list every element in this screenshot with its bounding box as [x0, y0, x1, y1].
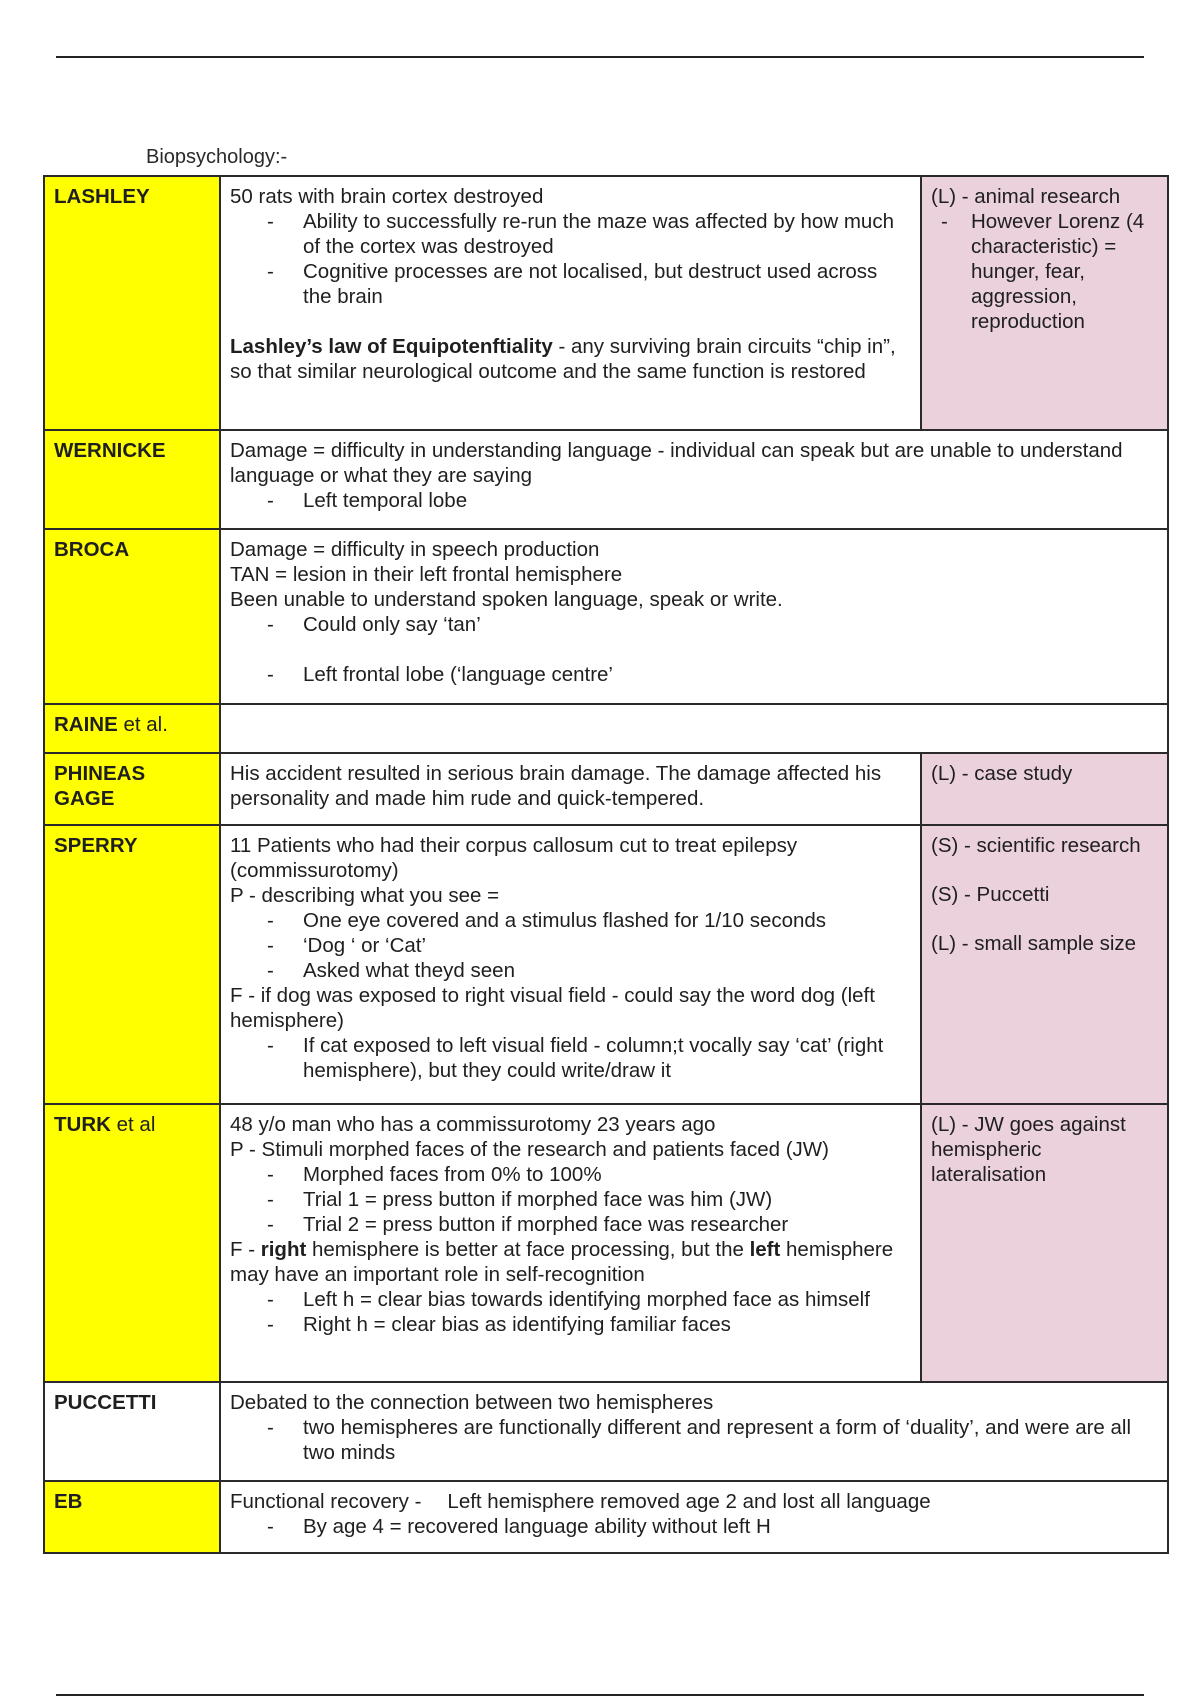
content-puccetti [220, 1382, 1168, 1481]
lashley-law-text: - any surviving brain circuits “chip in”, so that similar neurological outcome and the same function is restored [230, 335, 896, 383]
list-item: - Left frontal lobe (‘language centre’ [230, 662, 1158, 687]
broca-line1: Damage = difficulty in speech production [230, 538, 600, 561]
sperry-bullets [230, 908, 911, 983]
sperry-eval-2: (S) - Puccetti [931, 883, 1050, 906]
list-item: - One eye covered and a stimulus flashed for 1/10 seconds [230, 908, 911, 933]
turk-bullets [230, 1162, 911, 1237]
list-item: - If cat exposed to left visual field - column;t vocally say ‘cat’ (right hemisphere), but they could write/draw it [230, 1033, 911, 1083]
list-item: - Left temporal lobe [230, 488, 1158, 513]
sperry-line1: 11 Patients who had their corpus callosum cut to treat epilepsy (commissurotomy) [230, 834, 798, 882]
list-item: - Trial 1 = press button if morphed face was him (JW) [230, 1187, 911, 1212]
name-raine [44, 704, 220, 753]
list-item: - two hemispheres are functionally different and represent a form of ‘duality’, and were are all two minds [230, 1415, 1158, 1465]
list-item: - However Lorenz (4 characteristic) = hunger, fear, aggression, reproduction [931, 209, 1158, 334]
eval-gage: (L) - case study [921, 753, 1168, 825]
lashley-law [230, 334, 911, 384]
row-turk [44, 1104, 1168, 1382]
row-wernicke [44, 430, 1168, 529]
name-eb: EB [44, 1481, 220, 1553]
content-turk [220, 1104, 921, 1382]
top-rule [56, 56, 1144, 58]
eb-line1a: Functional recovery - [230, 1490, 422, 1513]
lashley-law-title: Lashley’s law of Equipotenftiality [230, 335, 553, 358]
content-wernicke [220, 430, 1168, 529]
list-item: - Cognitive processes are not localised, but destruct used across the brain [230, 259, 911, 309]
list-item: - Asked what theyd seen [230, 958, 911, 983]
wernicke-line1: Damage = difficulty in understanding language - individual can speak but are unable to understand language or what they are saying [230, 439, 1123, 487]
lashley-line1: 50 rats with brain cortex destroyed [230, 185, 544, 208]
turk-f-bold1: right [260, 1238, 307, 1261]
puccetti-line1: Debated to the connection between two hemispheres [230, 1391, 714, 1414]
name-puccetti: PUCCETTI [44, 1382, 220, 1481]
turk-f-mid: hemisphere is better at face processing, but the [306, 1238, 750, 1261]
broca-bullets-2 [230, 662, 1158, 687]
row-broca [44, 529, 1168, 704]
puccetti-bullets [230, 1415, 1158, 1465]
lashley-eval-bullets [931, 209, 1158, 334]
eb-bullets [230, 1514, 1158, 1539]
eval-turk: (L) - JW goes against hemispheric lateralisation [921, 1104, 1168, 1382]
row-gage [44, 753, 1168, 825]
raine-suffix: et al. [117, 713, 168, 736]
list-item: - Morphed faces from 0% to 100% [230, 1162, 911, 1187]
name-sperry: SPERRY [44, 825, 220, 1104]
sperry-bullets-2 [230, 1033, 911, 1083]
content-gage: His accident resulted in serious brain damage. The damage affected his personality and made him rude and quick-tempered. [220, 753, 921, 825]
sperry-line2: P - describing what you see = [230, 884, 500, 907]
broca-bullets [230, 612, 1158, 637]
turk-f-end: hemisphere may have an important role in self-recognition [230, 1238, 894, 1286]
turk-line2: P - Stimuli morphed faces of the research and patients faced (JW) [230, 1138, 829, 1161]
list-item: - Trial 2 = press button if morphed face was researcher [230, 1212, 911, 1237]
lashley-bullets [230, 209, 911, 309]
sperry-eval-3: (L) - small sample size [931, 932, 1137, 955]
list-item: - Could only say ‘tan’ [230, 612, 1158, 637]
name-broca: BROCA [44, 529, 220, 704]
name-gage: PHINEAS GAGE [44, 753, 220, 825]
turk-findings [230, 1237, 911, 1287]
broca-line2: TAN = lesion in their left frontal hemisphere [230, 563, 623, 586]
sperry-eval-1: (S) - scientific research [931, 834, 1141, 857]
content-raine [220, 704, 1168, 753]
content-broca [220, 529, 1168, 704]
row-puccetti [44, 1382, 1168, 1481]
raine-name-text: RAINE [54, 713, 118, 736]
turk-suffix: et al [110, 1113, 156, 1136]
row-raine [44, 704, 1168, 753]
bottom-rule [56, 1694, 1144, 1696]
list-item: - ‘Dog ‘ or ‘Cat’ [230, 933, 911, 958]
content-sperry [220, 825, 921, 1104]
eval-sperry [921, 825, 1168, 1104]
eb-line1b: Left hemisphere removed age 2 and lost all language [447, 1490, 931, 1513]
row-eb [44, 1481, 1168, 1553]
eval-lashley [921, 176, 1168, 430]
list-item: - Left h = clear bias towards identifying morphed face as himself [230, 1287, 911, 1312]
sperry-line3: F - if dog was exposed to right visual field - could say the word dog (left hemisphere) [230, 984, 875, 1032]
content-lashley [220, 176, 921, 430]
name-lashley: LASHLEY [44, 176, 220, 430]
page-heading: Biopsychology:- [146, 146, 288, 168]
wernicke-bullets [230, 488, 1158, 513]
row-sperry [44, 825, 1168, 1104]
list-item: - By age 4 = recovered language ability without left H [230, 1514, 1158, 1539]
list-item: - Ability to successfully re-run the maze was affected by how much of the cortex was destroyed [230, 209, 911, 259]
name-turk [44, 1104, 220, 1382]
turk-name-text: TURK [54, 1113, 111, 1136]
turk-f-bold2: left [749, 1238, 781, 1261]
content-eb [220, 1481, 1168, 1553]
list-item: - Right h = clear bias as identifying familiar faces [230, 1312, 911, 1337]
turk-bullets-2 [230, 1287, 911, 1337]
turk-f-prefix: F - [230, 1238, 261, 1261]
notes-table [43, 175, 1169, 1554]
broca-line3: Been unable to understand spoken language, speak or write. [230, 588, 783, 611]
lashley-eval-line: (L) - animal research [931, 185, 1121, 208]
name-wernicke: WERNICKE [44, 430, 220, 529]
eb-line1 [230, 1489, 1158, 1514]
turk-line1: 48 y/o man who has a commissurotomy 23 years ago [230, 1113, 716, 1136]
row-lashley [44, 176, 1168, 430]
